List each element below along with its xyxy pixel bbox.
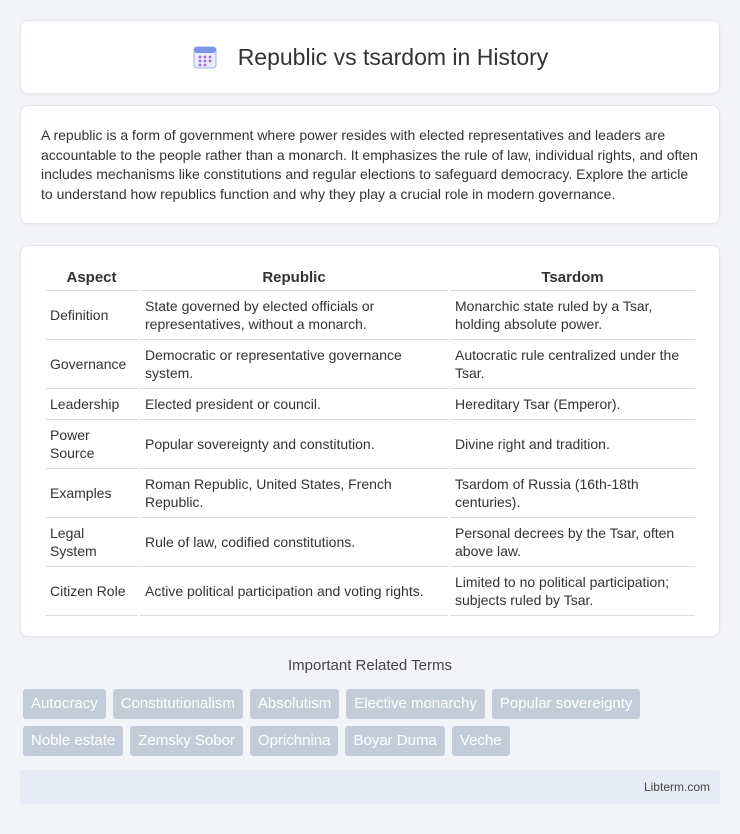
table-row [45,389,695,420]
related-terms-title: Important Related Terms [288,657,452,674]
cell-aspect: Citizen Role [45,567,138,616]
table-row [45,420,695,469]
cell-republic: State governed by elected officials or representatives, without a monarch. [140,291,448,340]
tag-elective-monarchy[interactable]: Elective monarchy [346,689,485,719]
tag-constitutionalism[interactable]: Constitutionalism [113,689,243,719]
header-aspect: Aspect [45,264,138,291]
tag-autocracy[interactable]: Autocracy [23,689,106,719]
cell-tsardom: Monarchic state ruled by a Tsar, holding absolute power. [450,291,695,340]
cell-tsardom: Tsardom of Russia (16th-18th centuries). [450,469,695,518]
intro-text: A republic is a form of government where power resides with elected representatives and leaders are accountable to the people rather than a monarch. It emphasizes the rule of law, individual rights, and often includes mechanisms like constitutions and regular elections to safeguard democracy. Explore the article to understand how republics function and why they play a crucial role in modern governance. [41,127,698,202]
page-title: Republic vs tsardom in History [237,43,549,70]
tag-noble-estate[interactable]: Noble estate [23,726,123,756]
tag-boyar-duma[interactable]: Boyar Duma [345,726,444,756]
comparison-table [43,264,697,616]
footer-site-link[interactable]: Libterm.com [643,780,710,794]
comparison-card [20,245,720,637]
header-card [20,20,720,94]
cell-tsardom: Personal decrees by the Tsar, often above law. [450,518,695,567]
table-row [45,518,695,567]
cell-aspect: Examples [45,469,138,518]
header-tsardom: Tsardom [450,264,695,291]
cell-republic: Elected president or council. [140,389,448,420]
cell-aspect: Definition [45,291,138,340]
cell-aspect: Power Source [45,420,138,469]
cell-republic: Democratic or representative governance system. [140,340,448,389]
calendar-grid-icon [192,44,218,70]
intro-card [20,105,720,224]
tag-absolutism[interactable]: Absolutism [250,689,339,719]
tag-zemsky-sobor[interactable]: Zemsky Sobor [130,726,243,756]
table-row [45,340,695,389]
cell-aspect: Leadership [45,389,138,420]
table-row [45,469,695,518]
cell-tsardom: Hereditary Tsar (Emperor). [450,389,695,420]
cell-aspect: Legal System [45,518,138,567]
cell-republic: Roman Republic, United States, French Republic. [140,469,448,518]
cell-republic: Active political participation and voting rights. [140,567,448,616]
footer [20,770,720,804]
cell-republic: Popular sovereignty and constitution. [140,420,448,469]
tag-popular-sovereignty[interactable]: Popular sovereignty [492,689,641,719]
cell-aspect: Governance [45,340,138,389]
tag-veche[interactable]: Veche [452,726,510,756]
table-row [45,567,695,616]
cell-tsardom: Limited to no political participation; subjects ruled by Tsar. [450,567,695,616]
cell-tsardom: Autocratic rule centralized under the Tsar. [450,340,695,389]
cell-tsardom: Divine right and tradition. [450,420,695,469]
cell-republic: Rule of law, codified constitutions. [140,518,448,567]
tag-oprichnina[interactable]: Oprichnina [250,726,339,756]
table-row [45,291,695,340]
header-republic: Republic [140,264,448,291]
related-terms-list [23,689,723,763]
